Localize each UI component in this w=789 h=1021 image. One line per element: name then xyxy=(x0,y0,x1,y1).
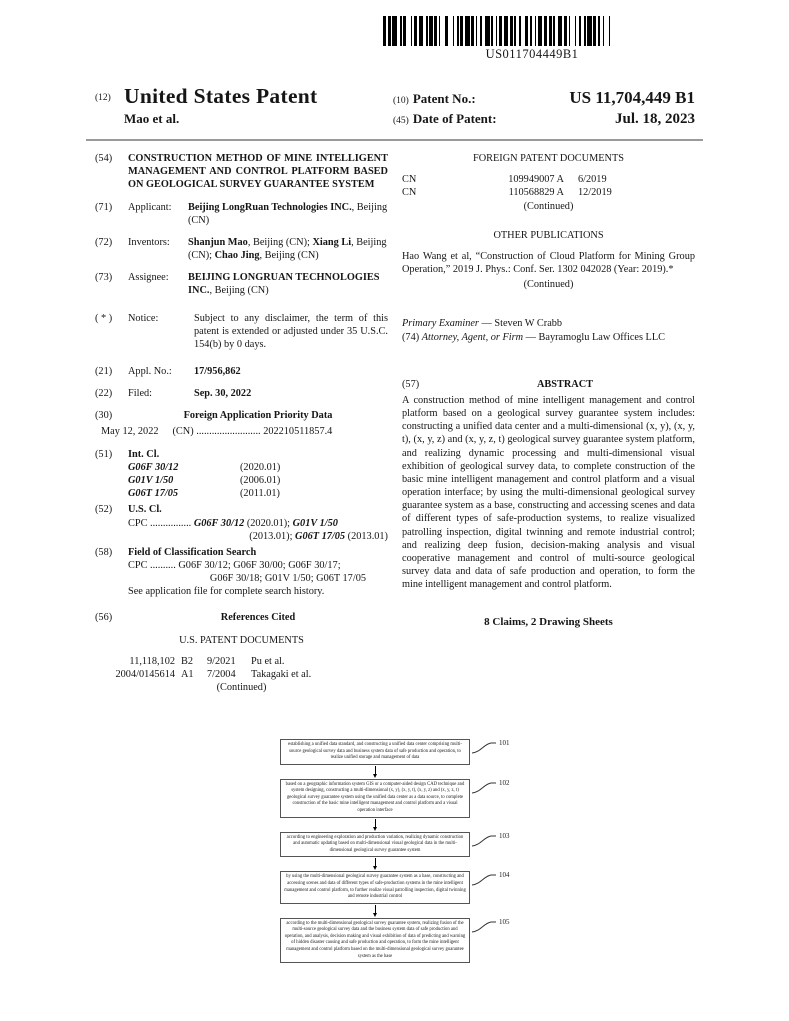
inventor-short-name: Mao et al. xyxy=(124,111,180,126)
foreign-country: CN xyxy=(402,187,417,199)
down-arrow-icon xyxy=(280,818,470,832)
down-arrow-icon xyxy=(280,904,470,918)
leader-curve xyxy=(472,783,496,793)
page-title: United States Patent xyxy=(124,84,318,108)
applicant-label: Applicant: xyxy=(128,201,172,213)
field-search-heading: Field of Classification Search xyxy=(128,546,257,558)
int-cl-entry xyxy=(128,474,388,487)
priority-date: May 12, 2022 xyxy=(101,425,159,437)
abstract-heading: ABSTRACT xyxy=(536,378,594,390)
header-divider xyxy=(86,139,703,141)
leader-curve xyxy=(472,836,496,846)
flowchart-step xyxy=(280,917,510,963)
ref-numeral: 101 xyxy=(499,739,510,747)
flowchart-box: establishing a unified data standard, and constructing a unified data center comprising multi-source geological survey data and business system data of safe production and operation, to realize unified storage and management of data xyxy=(280,739,470,765)
attorney-line: (74) Attorney, Agent, or Firm — Bayramoglu Law Offices LLC xyxy=(402,331,666,343)
ref-date: 9/2021 xyxy=(207,655,236,667)
notice-label: Notice: xyxy=(128,312,159,324)
down-arrow-icon xyxy=(280,765,470,779)
field-58: (58) xyxy=(95,546,113,558)
cpc-line-1: CPC ................ G06F 30/12 (2020.01); G01V 1/50 xyxy=(128,517,338,529)
left-column xyxy=(95,152,388,695)
two-column-body xyxy=(95,152,695,695)
filed-label: Filed: xyxy=(128,388,153,400)
field-56: (56) xyxy=(95,611,113,623)
patent-no-label: Patent No.: xyxy=(412,91,476,106)
leader-line xyxy=(471,833,510,847)
date-field-code: (45) xyxy=(393,116,409,126)
leader-line xyxy=(471,872,510,886)
foreign-date: 6/2019 xyxy=(578,174,607,186)
barcode-number: US011704449B1 xyxy=(485,47,579,61)
field-73: (73) xyxy=(95,272,113,284)
us-ref-row xyxy=(95,668,388,681)
barcode-bar xyxy=(609,16,611,46)
barcode-block xyxy=(383,16,681,62)
ref-name: Pu et al. xyxy=(251,655,285,667)
foreign-ref-row xyxy=(402,173,695,186)
assignee-label: Assignee: xyxy=(128,272,169,284)
us-refs-continued: (Continued) xyxy=(216,682,267,694)
priority-heading-block xyxy=(95,409,388,422)
ref-numeral: 102 xyxy=(499,778,510,787)
references-block xyxy=(95,611,388,624)
foreign-number: 109949007 A xyxy=(508,174,564,186)
field-30: (30) xyxy=(95,410,113,422)
notice-block xyxy=(95,312,388,352)
us-cl-block xyxy=(95,503,388,543)
flowchart-box: according to the multi-dimensional geological survey guarantee system, realizing fusion of the multi-source geological survey data and the business system data of safe production and operation, and analysis, decision making and visual exhibition of data of predicting and warning of hidden disaster causing and safe production and operation, to form the mine intelligent management and control platform based on the multi-dimensional geological survey guarantee system as the base xyxy=(280,918,470,963)
flowchart-step xyxy=(280,739,510,765)
date-of-patent-label: Date of Patent: xyxy=(412,111,497,126)
applicant-block xyxy=(95,201,388,227)
leader-curve xyxy=(472,743,496,753)
flowchart-step xyxy=(280,831,510,858)
patent-header xyxy=(95,84,695,131)
field-21: (21) xyxy=(95,366,113,378)
abstract-heading-block xyxy=(402,378,695,391)
field-71: (71) xyxy=(95,201,113,213)
int-cl-date: (2011.01) xyxy=(240,488,280,500)
inventors-label: Inventors: xyxy=(128,236,170,248)
other-pubs-heading: OTHER PUBLICATIONS xyxy=(493,229,604,241)
notice-text: Subject to any disclaimer, the term of this patent is extended or adjusted under 35 U.S.C. 154(b) by 0 days. xyxy=(194,312,388,350)
field-search-block xyxy=(95,546,388,599)
flowchart-box: by using the multi-dimensional geological survey guarantee system as a base, constructing and accessing scenes and data of different types of safe-production systems in the mine intelligent management and control platform, to further realize visual patrolling inspection, digital twinning and remote industrial control xyxy=(280,871,470,903)
abstract-text: A construction method of mine intelligent management and control platform based on a geological survey guarantee system includes: constructing a unified data center and a multi-dimensional (x, y), (x, y, t), (x, y, z) and (x, y, z, t) geological survey guarantee system platform, and realizing dynamic processing and multi-dimensional visual exhibition of geological survey data, to complete construction of the basic mine intelligent management and control platform and a visual operation interface; by using the multi-dimensional geological survey guarantee system as a base, constructing and accessing scenes and data of different types of safe-production systems, to realize visualized patrolling inspection, digital twinning and remote industrial control; and realizing deep fusion, decision-making analysis and visual cooperative management and control of multi-source geological survey data and data of safe production and operation, to form the mine intelligent management and control platform. xyxy=(402,394,695,591)
leader-line xyxy=(471,919,510,933)
leader-curve xyxy=(472,875,496,885)
primary-examiner-line: Primary Examiner — Steven W Crabb xyxy=(402,318,563,330)
priority-number: 202210511857.4 xyxy=(263,425,333,437)
int-cl-code: G06T 17/05 xyxy=(128,488,179,500)
int-cl-date: (2006.01) xyxy=(240,475,281,487)
us-patent-docs-heading: U.S. PATENT DOCUMENTS xyxy=(179,634,304,646)
flowchart-box: based on a geographic information system GIS or a computer-aided design CAD technique and system designing, constructing a multi-dimensional (x, y), (x, y, t), (x, y, z) and (x, y, z, t) geological survey guarantee system using the unified data center as a data source, to complete construction of the basic mine intelligent management and control platform and a visual operation interface xyxy=(280,779,470,818)
foreign-ref-row xyxy=(402,186,695,199)
claims-note: 8 Claims, 2 Drawing Sheets xyxy=(484,616,613,629)
kind-code-number: (12) xyxy=(95,93,111,103)
us-ref-row xyxy=(95,655,388,668)
field-search-line-1: CPC .......... G06F 30/12; G06F 30/00; G06F 30/17; xyxy=(128,560,341,572)
field-72: (72) xyxy=(95,236,113,248)
figure-flowchart xyxy=(280,739,510,963)
field-51: (51) xyxy=(95,448,113,460)
inventors-value: Shanjun Mao, Beijing (CN); Xiang Li, Beijing (CN); Chao Jing, Beijing (CN) xyxy=(188,236,387,262)
filed-block xyxy=(95,387,388,400)
field-52: (52) xyxy=(95,504,113,516)
ref-kind: A1 xyxy=(181,669,194,681)
us-cl-heading: U.S. Cl. xyxy=(128,504,162,516)
field-search-line-2: G06F 30/18; G01V 1/50; G06T 17/05 xyxy=(209,573,366,585)
field-54: (54) xyxy=(95,153,113,164)
assignee-block xyxy=(95,271,388,297)
date-of-patent-value: Jul. 18, 2023 xyxy=(614,111,695,127)
appl-no-label: Appl. No.: xyxy=(128,366,172,378)
foreign-continued: (Continued) xyxy=(523,200,574,212)
flowchart-step xyxy=(280,871,510,903)
inventors-block xyxy=(95,236,388,262)
foreign-country: CN xyxy=(402,174,417,186)
leader-curve xyxy=(472,922,496,932)
int-cl-block xyxy=(95,448,388,501)
applicant-value: Beijing LongRuan Technologies INC., Beijing (CN) xyxy=(188,201,388,226)
ref-numeral: 104 xyxy=(499,871,510,880)
flowchart-box: according to engineering exploration and production variation, realizing dynamic construction and automatic updating based on multi-dimensional visual geological data in the multi-dimensional geological survey guarantee system xyxy=(280,832,470,858)
flowchart-step xyxy=(280,778,510,818)
field-57: (57) xyxy=(402,378,420,390)
priority-country: (CN) xyxy=(172,425,194,437)
cpc-line-2: (2013.01); G06T 17/05 (2013.01) xyxy=(249,530,388,542)
int-cl-heading: Int. Cl. xyxy=(128,448,160,460)
int-cl-date: (2020.01) xyxy=(240,461,281,473)
down-arrow-icon xyxy=(280,857,470,871)
references-heading: References Cited xyxy=(220,611,296,623)
other-pub-text: Hao Wang et al, “Construction of Cloud Platform for Mining Group Operation,” 2019 J. Phys.: Conf. Ser. 1302 042028 (Year: 2019).* xyxy=(402,250,695,276)
filed-value: Sep. 30, 2022 xyxy=(194,388,252,400)
right-column xyxy=(402,152,695,695)
ref-kind: B2 xyxy=(181,655,194,667)
invention-title-block xyxy=(95,152,388,192)
ref-numeral: 103 xyxy=(499,831,510,840)
int-cl-code: G01V 1/50 xyxy=(128,475,174,487)
foreign-date: 12/2019 xyxy=(578,187,612,199)
int-cl-code: G06F 30/12 xyxy=(128,461,179,473)
ref-date: 7/2004 xyxy=(207,669,236,681)
barcode-image xyxy=(383,16,681,46)
assignee-value: BEIJING LONGRUAN TECHNOLOGIES INC., Beijing (CN) xyxy=(188,272,380,297)
ref-name: Takagaki et al. xyxy=(251,669,312,681)
patent-no-value: US 11,704,449 B1 xyxy=(569,88,695,107)
field-search-note: See application file for complete search history. xyxy=(128,586,325,598)
leader-line xyxy=(471,780,510,794)
ref-numeral: 105 xyxy=(499,917,510,926)
priority-entry xyxy=(101,425,388,438)
int-cl-entry xyxy=(128,487,388,500)
foreign-number: 110568829 A xyxy=(508,187,564,199)
field-22: (22) xyxy=(95,388,113,400)
invention-title: CONSTRUCTION METHOD OF MINE INTELLIGENT MANAGEMENT AND CONTROL PLATFORM BASED ON GEOLOGICAL SURVEY GUARANTEE SYSTEM xyxy=(128,153,388,191)
ref-number: 11,118,102 xyxy=(129,655,175,667)
appl-no-block xyxy=(95,365,388,378)
appl-no-value: 17/956,862 xyxy=(194,366,241,378)
int-cl-entry xyxy=(128,461,388,474)
field-notice: ( * ) xyxy=(95,312,113,324)
foreign-docs-heading: FOREIGN PATENT DOCUMENTS xyxy=(472,153,625,164)
patent-no-field-code: (10) xyxy=(393,96,409,106)
priority-dots: ......................... xyxy=(196,425,261,437)
other-pubs-continued: (Continued) xyxy=(523,279,574,291)
priority-heading: Foreign Application Priority Data xyxy=(183,410,333,422)
ref-number: 2004/0145614 xyxy=(115,669,175,681)
leader-line xyxy=(471,740,510,754)
